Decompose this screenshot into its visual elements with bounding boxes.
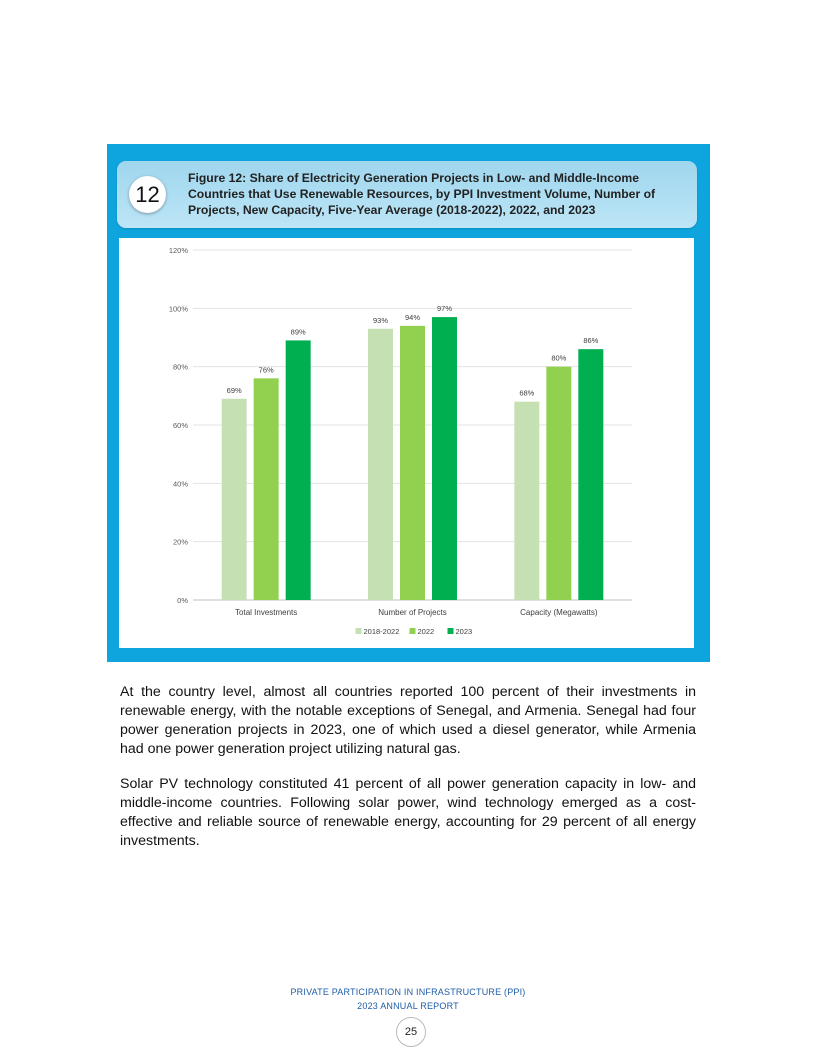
- bar-chart: [119, 238, 694, 648]
- bar: [546, 367, 571, 600]
- x-category-label: Total Investments: [235, 608, 298, 617]
- y-tick-label: 120%: [168, 246, 188, 255]
- y-tick-label: 60%: [172, 421, 188, 430]
- y-tick-label: 40%: [172, 479, 188, 489]
- data-label: 93%: [372, 315, 389, 325]
- body-paragraph-2: Solar PV technology constituted 41 percent of all power generation capacity in low- and middle-income countries. Following solar power, wind technology emerged as a cost-effective and reliable source of renewable energy, accounting for 29 percent of all energy investments.: [120, 776, 696, 849]
- x-category-label: Number of Projects: [378, 608, 447, 617]
- data-label: 94%: [404, 312, 421, 322]
- legend-swatch: [448, 628, 454, 634]
- data-label: 89%: [290, 327, 306, 337]
- legend-swatch: [356, 628, 362, 634]
- figure-header: [117, 161, 697, 228]
- y-tick-label: 100%: [168, 304, 188, 314]
- legend-label: 2023: [455, 627, 473, 636]
- body-paragraph-1: At the country level, almost all countries reported 100 percent of their investments in renewable energy, with the notable exceptions of Senegal, and Armenia. Senegal had four power generation projects in 2023, one of which used a diesel generator, while Armenia had one power generation project utilizing natural gas.: [120, 684, 696, 757]
- data-label: 86%: [583, 336, 599, 346]
- legend-label: 2022: [417, 627, 435, 636]
- bar: [368, 329, 393, 600]
- figure-frame: [107, 144, 710, 662]
- y-tick-label: 0%: [177, 596, 188, 605]
- footer-report-subtitle: 2023 ANNUAL REPORT: [357, 1001, 459, 1011]
- bar: [578, 349, 603, 600]
- bar: [286, 340, 311, 600]
- data-label: 80%: [551, 353, 567, 363]
- bar: [400, 326, 425, 600]
- bar: [254, 378, 279, 600]
- x-category-label: Capacity (Megawatts): [520, 608, 598, 617]
- bar: [222, 399, 247, 600]
- data-label: 97%: [436, 304, 453, 314]
- legend-label: 2018-2022: [363, 627, 400, 636]
- figure-title: Figure 12: Share of Electricity Generation Projects in Low- and Middle-Income Countries that Use Renewable Resources, by PPI Investment Volume, Number of Projects, New Capacity, Five-Year Average (2018-2022), 2022, and 2023: [188, 171, 656, 217]
- footer-report-title: PRIVATE PARTICIPATION IN INFRASTRUCTURE (PPI): [290, 987, 526, 997]
- page-number: 25: [396, 1017, 426, 1047]
- data-label: 68%: [519, 388, 535, 398]
- bar: [432, 317, 457, 600]
- bar: [514, 402, 539, 600]
- y-tick-label: 20%: [172, 537, 188, 547]
- data-label: 69%: [226, 385, 242, 395]
- y-tick-label: 80%: [172, 362, 188, 372]
- chart-panel: [119, 238, 694, 648]
- legend-swatch: [410, 628, 416, 634]
- figure-number-badge: 12: [129, 176, 166, 213]
- data-label: 76%: [258, 365, 274, 375]
